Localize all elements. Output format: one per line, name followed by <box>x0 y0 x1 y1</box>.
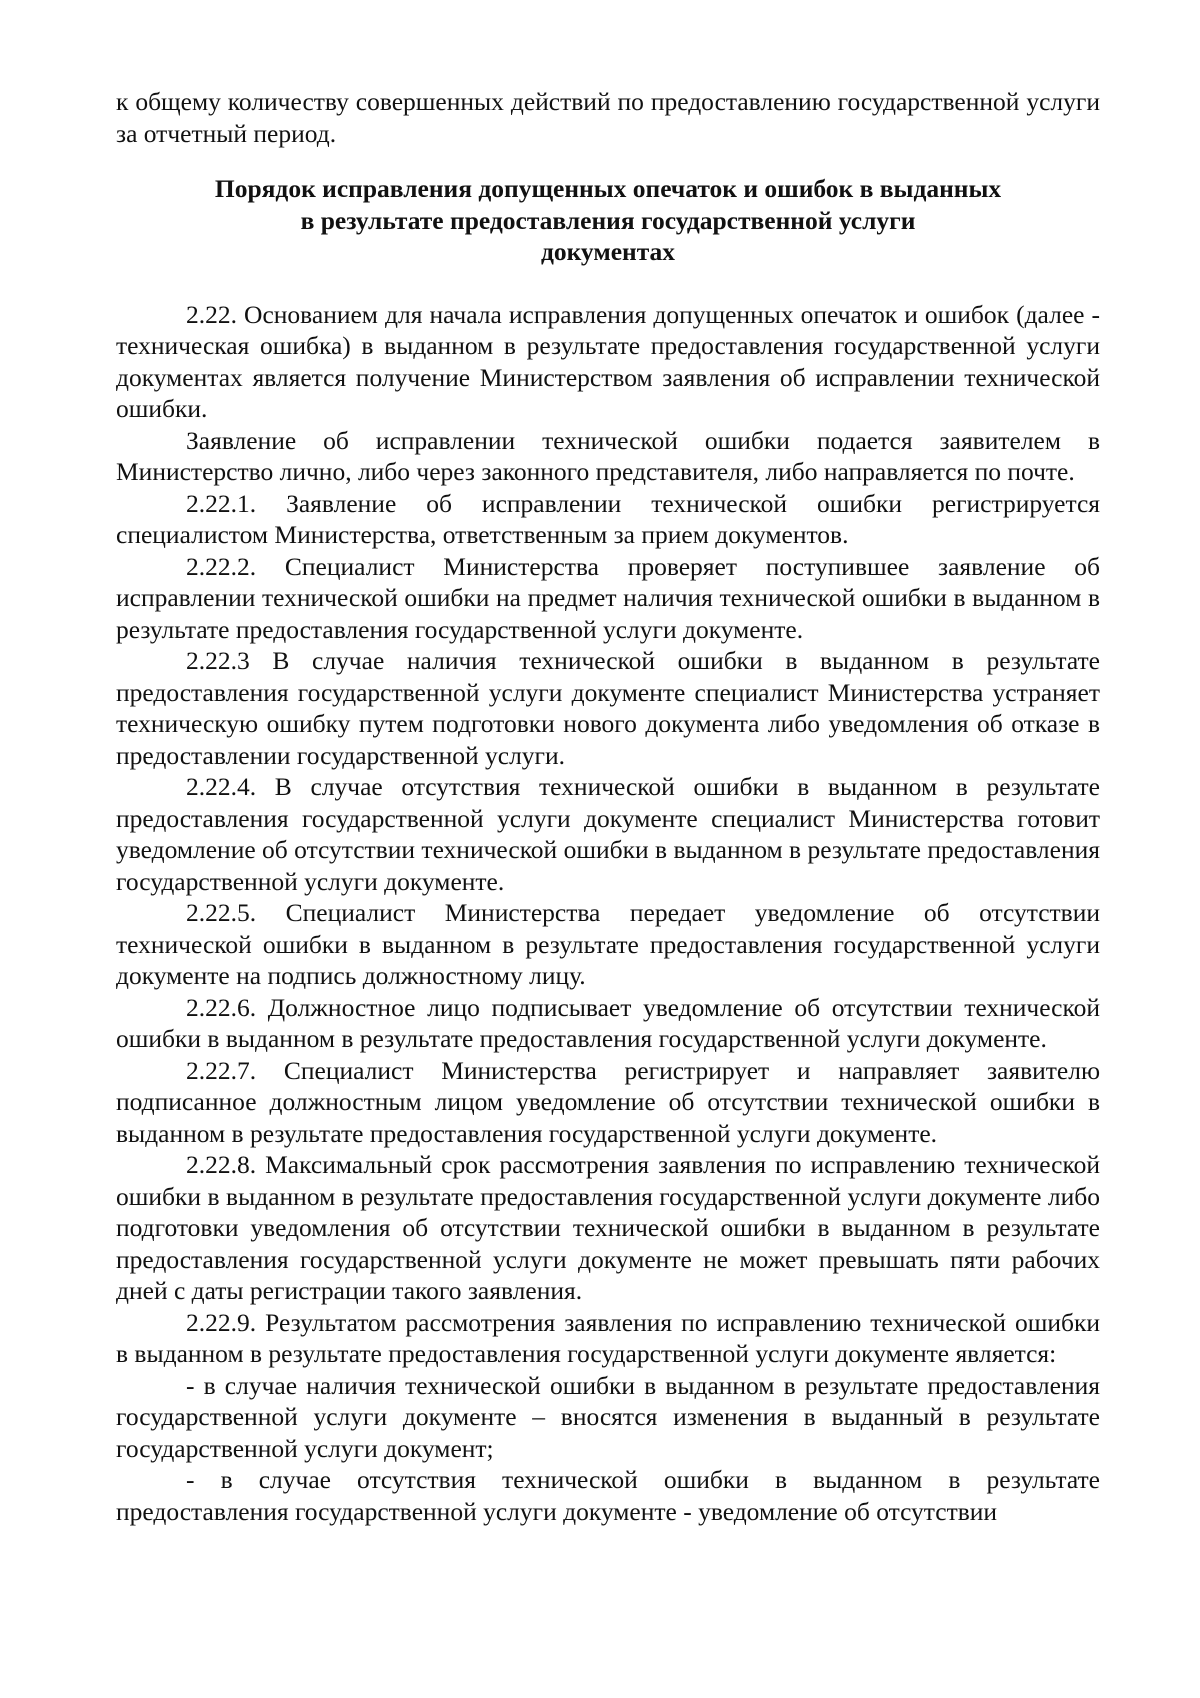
paragraph-2-22-1: 2.22.1. Заявление об исправлении технической ошибки регистрируется специалистом Министерства, ответственным за прием документов. <box>116 488 1100 549</box>
heading-line-1: Порядок исправления допущенных опечаток и ошибок в выданных <box>214 174 1002 203</box>
list-item-error-present: - в случае наличия технической ошибки в выданном в результате предоставления государственной услуги документе – вносятся изменения в выданный в результате государственной услуги документ; <box>116 1370 1100 1463</box>
paragraph-application-submission: Заявление об исправлении технической ошибки подается заявителем в Министерство лично, либо через законного представителя, либо направляется по почте. <box>116 425 1100 486</box>
list-item-error-absent: - в случае отсутствия технической ошибки в выданном в результате предоставления государственной услуги документе - уведомление об отсутствии <box>116 1465 1100 1526</box>
paragraph-2-22-7: 2.22.7. Специалист Министерства регистрирует и направляет заявителю подписанное должностным лицом уведомление об отсутствии технической ошибки в выданном в результате предоставления государственной услуги документе. <box>116 1055 1100 1148</box>
document-body <box>116 86 1100 1527</box>
intro-paragraph: к общему количеству совершенных действий по предоставлению государственной услуги за отчетный период. <box>116 87 1100 148</box>
paragraph-2-22-8: 2.22.8. Максимальный срок рассмотрения заявления по исправлению технической ошибки в выданном в результате предоставления государственной услуги документе либо подготовки уведомления об отсутствии технической ошибки в выданном в результате предоставления государственной услуги документе не может превышать пяти рабочих дней с даты регистрации такого заявления. <box>116 1150 1100 1305</box>
paragraph-2-22-9: 2.22.9. Результатом рассмотрения заявления по исправлению технической ошибки в выданном в результате предоставления государственной услуги документе является: <box>116 1307 1100 1368</box>
paragraph-2-22: 2.22. Основанием для начала исправления допущенных опечаток и ошибок (далее - техническая ошибка) в выданном в результате предоставления государственной услуги документах является получение Министерством заявления об исправлении технической ошибки. <box>116 299 1100 423</box>
paragraph-2-22-4: 2.22.4. В случае отсутствия технической ошибки в выданном в результате предоставления государственной услуги документе специалист Министерства готовит уведомление об отсутствии технической ошибки в выданном в результате предоставления государственной услуги документе. <box>116 772 1100 896</box>
heading-line-2: в результате предоставления государственной услуги <box>300 205 916 235</box>
paragraph-2-22-6: 2.22.6. Должностное лицо подписывает уведомление об отсутствии технической ошибки в выданном в результате предоставления государственной услуги документе. <box>116 992 1100 1053</box>
heading-line-3: документах <box>540 237 676 266</box>
paragraph-2-22-2: 2.22.2. Специалист Министерства проверяет поступившее заявление об исправлении технической ошибки на предмет наличия технической ошибки в выданном в результате предоставления государственной услуги документе. <box>116 551 1100 644</box>
paragraph-2-22-5: 2.22.5. Специалист Министерства передает уведомление об отсутствии технической ошибки в выданном в результате предоставления государственной услуги документе на подпись должностному лицу. <box>116 898 1100 990</box>
section-heading <box>116 173 1100 268</box>
paragraph-2-22-3: 2.22.3 В случае наличия технической ошибки в выданном в результате предоставления государственной услуги документе специалист Министерства устраняет техническую ошибку путем подготовки нового документа либо уведомления об отказе в предоставлении государственной услуги. <box>116 646 1100 770</box>
